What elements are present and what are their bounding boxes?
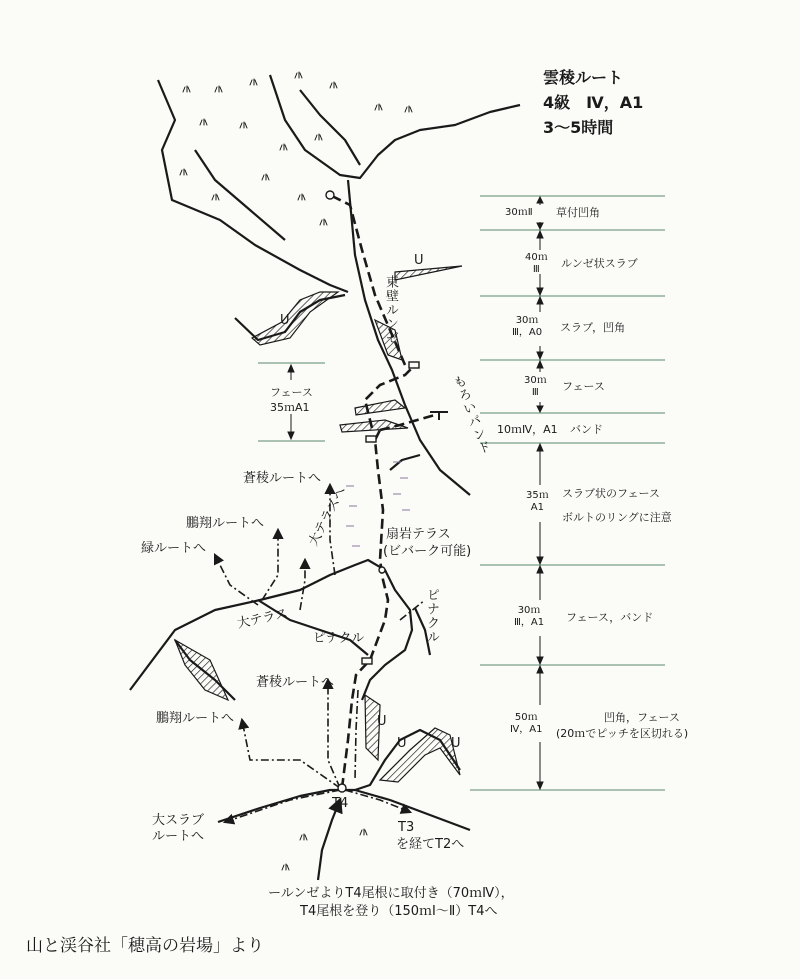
pitch-8-grade: 50ｍ Ⅳ，A1 bbox=[510, 712, 543, 735]
ogiiwa-terrace-label: 扇岩テラス bbox=[386, 527, 451, 542]
piton-marker: U bbox=[414, 253, 424, 268]
pitch-3-desc: スラブ，凹角 bbox=[560, 321, 626, 334]
piton-marker: U bbox=[377, 714, 387, 729]
piton-marker: U bbox=[397, 736, 407, 751]
pitch-1-desc: 草付凹角 bbox=[556, 206, 600, 219]
fragile-band-label: もろいバンド bbox=[449, 373, 492, 458]
pitch-6-note: ボルトのリングに注意 bbox=[562, 511, 672, 524]
pitch-3-grade: 30ｍ Ⅲ，A0 bbox=[512, 315, 543, 338]
approach-label-1: ールンゼよりT4尾根に取付き（70ｍⅣ）， bbox=[268, 886, 514, 901]
t3-label-1: T3 bbox=[398, 820, 415, 835]
bivouac-label: (ビバーク可能) bbox=[383, 544, 472, 559]
pitch-7-grade: 30ｍ Ⅲ，A1 bbox=[514, 605, 545, 628]
big-terrace-label: 大テラス bbox=[235, 606, 290, 632]
face-note-line1: フェース bbox=[270, 386, 313, 399]
soryo-route-upper-label: 蒼稜ルートへ bbox=[243, 471, 322, 486]
pitch-6-grade: 35ｍ A1 bbox=[526, 490, 549, 513]
pitch-2-desc: ルンゼ状スラブ bbox=[561, 257, 638, 270]
pitch-2-grade: 40ｍ Ⅲ bbox=[525, 252, 548, 275]
pitch-5-grade: 10ｍⅣ，A1 bbox=[497, 423, 558, 436]
hosho-route-upper-label: 鵬翔ルートへ bbox=[186, 516, 265, 531]
t4-label: T4 bbox=[332, 796, 349, 811]
pitch-8-desc: 凹角，フェース bbox=[604, 711, 680, 724]
piton-marker: U bbox=[280, 313, 290, 328]
pinnacle-right-label: ピナクル bbox=[424, 588, 439, 644]
route-time: 3〜5時間 bbox=[543, 118, 614, 137]
source-credit: 山と渓谷社「穂高の岩場」より bbox=[26, 936, 264, 956]
pinnacle-left-label: ピナクル bbox=[313, 631, 365, 646]
face-note-line2: 35ｍA1 bbox=[270, 401, 310, 414]
pitch-4-grade: 30ｍ Ⅲ bbox=[524, 375, 547, 398]
big-slab-route-label-1: 大スラブ bbox=[152, 813, 205, 828]
pitch-5-desc: バンド bbox=[570, 423, 603, 436]
t3-label-2: を経てT2へ bbox=[396, 837, 465, 852]
pitch-8-note: (20ｍでピッチを区切れる) bbox=[556, 727, 689, 740]
approach-label-2: T4尾根を登り（150ｍⅠ〜Ⅱ）T4へ bbox=[300, 904, 498, 919]
to-big-terrace-label: 大テラスへ bbox=[306, 484, 350, 549]
pitch-6-desc: スラブ状のフェース bbox=[562, 487, 660, 500]
soryo-route-lower-label: 蒼稜ルートへ bbox=[256, 675, 335, 690]
hosho-route-lower-label: 鵬翔ルートへ bbox=[156, 711, 235, 726]
pitch-4-desc: フェース bbox=[562, 380, 605, 393]
route-grade: 4級 Ⅳ，A1 bbox=[543, 93, 644, 112]
big-slab-route-label-2: ルートへ bbox=[152, 829, 205, 844]
midori-route-label: 緑ルートへ bbox=[141, 541, 207, 556]
pitch-7-desc: フェース，バンド bbox=[566, 611, 654, 624]
east-gully-label: 東壁ルンゼ bbox=[383, 275, 398, 345]
piton-marker: U bbox=[451, 736, 461, 751]
route-name: 雲稜ルート bbox=[543, 68, 624, 87]
pitch-1-grade: 30ｍⅡ bbox=[505, 207, 533, 218]
approach-arrow bbox=[318, 800, 340, 880]
